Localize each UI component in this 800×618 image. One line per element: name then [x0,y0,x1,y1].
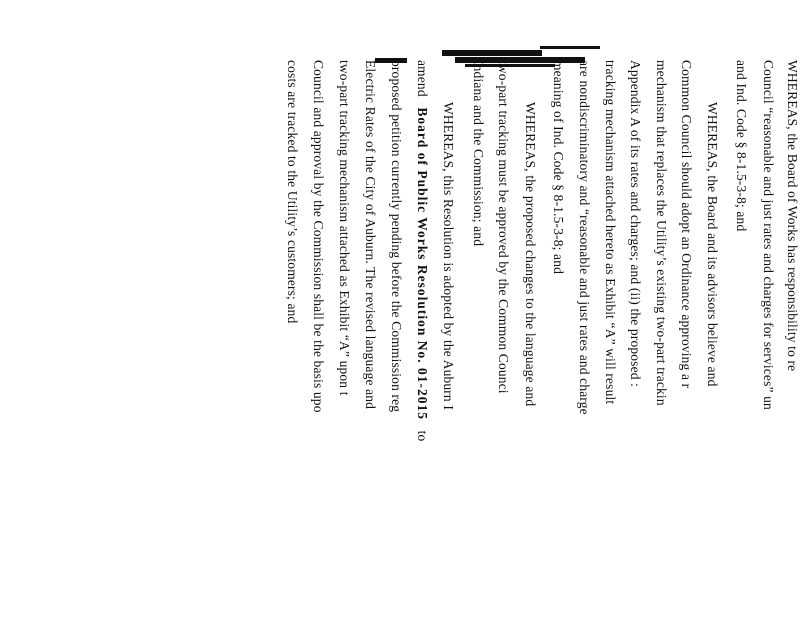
text-line: Council and approval by the Commission shall be the basis upo [311,60,326,413]
text-line: two-part tracking must be approved by the Common Counci [496,60,511,394]
amend-suffix: to [415,430,430,442]
text-line: and Ind. Code § 8-1.5-3-8; and [734,60,749,232]
text-line: Appendix A of its rates and charges; and (ii) the proposed : [628,60,643,388]
text-line: Indiana and the Commission; and [471,60,486,247]
text-line: WHEREAS, the proposed changes to the language and [523,102,538,407]
rotated-resolution-text [200,0,800,618]
text-line: are nondiscriminatory and “reasonable and just rates and charge [577,60,592,415]
text-line: Common Council should adopt an Ordinance approving a r [679,60,694,389]
text-line: WHEREAS, the Board of Works has responsibility to re [785,60,800,372]
resolution-reference: Board of Public Works Resolution No. 01-2015 [415,107,430,420]
amend-line [414,60,430,441]
text-line: WHEREAS, the Board and its advisors believe and [705,102,720,387]
text-line: Council “reasonable and just rates and charges for services” un [761,60,776,410]
text-line: Electric Rates of the City of Auburn. The revised language and [363,60,378,410]
text-line: mechanism that replaces the Utility’s existing two-part trackin [654,60,669,406]
text-line: WHEREAS, this Resolution is adopted by the Auburn I [441,102,456,411]
text-line: meaning of Ind. Code § 8-1.5-3-8; and [551,60,566,275]
text-line: costs are tracked to the Utility’s customers; and [285,60,300,324]
text-line: tracking mechanism attached hereto as Exhibit “A” will result [603,60,618,405]
text-line: proposed petition currently pending before the Commission reg [389,60,404,413]
amend-prefix: amend [415,60,430,97]
text-line: two-part tracking mechanism attached as Exhibit “A” upon t [337,60,352,396]
